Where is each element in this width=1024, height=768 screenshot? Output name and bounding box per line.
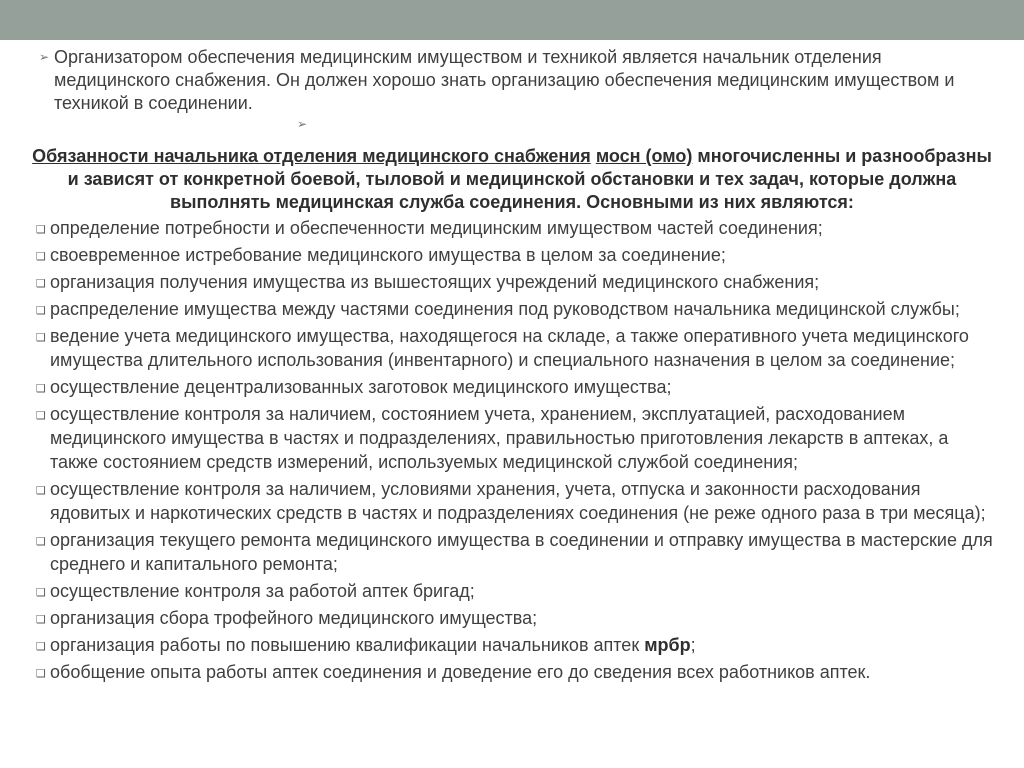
intro-text: Организатором обеспечения медицинским имуществом и техникой является начальник отделения медицинского снабжения. Он должен хорошо знать организацию обеспечения медицинским имуществом и техникой в соединении. [54,47,955,113]
list-item: ❑ организация сбора трофейного медицинского имущества; [34,606,1000,630]
list-item: ❑ ведение учета медицинского имущества, находящегося на складе, а также оперативного учета медицинского имущества длительного использования (инвентарного) и специального назначения в целом за соединение; [36,326,969,370]
heading-rest-text: многочисленны и разнообразны и зависят от конкретной боевой, тыловой и медицинской обстановки и тех задач, которые должна выполнять медицинская служба соединения. Основными из них являются: [67,146,992,212]
square-bullet-icon: ❑ [36,641,46,653]
heading-underlined-text: Обязанности начальника отделения медицинского снабжения [32,146,591,166]
list-item: ❑ своевременное истребование медицинского имущества в целом за соединение; [34,243,1000,267]
arrow-bullet-icon: ➢ [39,50,50,64]
square-bullet-icon: ❑ [36,536,46,548]
list-item: ❑ организация работы по повышению квалификации начальников аптек мрбр; [34,633,1000,657]
intro-paragraph [32,46,1002,115]
header-band [0,0,1024,40]
abbreviation-bold: мрбр [644,635,691,655]
empty-arrow-bullet-icon: ➢ [297,117,308,131]
square-bullet-icon: ❑ [36,278,46,290]
square-bullet-icon: ❑ [36,485,46,497]
square-bullet-icon: ❑ [36,383,46,395]
duties-heading [32,145,992,214]
list-item: ❑ осуществление контроля за работой аптек бригад; [34,579,1000,603]
list-item: ❑ распределение имущества между частями соединения под руководством начальника медицинской службы; [34,297,1000,321]
square-bullet-icon: ❑ [36,251,46,263]
square-bullet-icon: ❑ [36,587,46,599]
square-bullet-icon: ❑ [36,668,46,680]
list-item: ❑ обобщение опыта работы аптек соединения и доведение его до сведения всех работников аптек. [34,660,1000,684]
heading-abbreviation: мосн (омо) [595,146,693,166]
list-item: ❑ осуществление контроля за наличием, условиями хранения, учета, отпуска и законности расходования ядовитых и наркотических средств в частях и подразделениях соединения (не реже одного раза в три месяца); [36,479,986,523]
duties-list [34,216,1000,687]
list-item: ❑ организация текущего ремонта медицинского имущества в соединении и отправку имущества в мастерские для среднего и капитального ремонта; [36,530,993,574]
square-bullet-icon: ❑ [36,614,46,626]
list-item: ❑ осуществление контроля за наличием, состоянием учета, хранением, эксплуатацией, расходованием медицинского имущества в частях и подразделениях, правильностью приготовления лекарств в аптеках, а также состоянием средств измерений, используемых медицинской службой соединения; [36,404,949,472]
square-bullet-icon: ❑ [36,224,46,236]
square-bullet-icon: ❑ [36,332,46,344]
square-bullet-icon: ❑ [36,410,46,422]
square-bullet-icon: ❑ [36,305,46,317]
list-item: ❑ определение потребности и обеспеченности медицинским имуществом частей соединения; [34,216,1000,240]
list-item: ❑ организация получения имущества из вышестоящих учреждений медицинского снабжения; [34,270,1000,294]
list-item: ❑ осуществление децентрализованных заготовок медицинского имущества; [34,375,1000,399]
